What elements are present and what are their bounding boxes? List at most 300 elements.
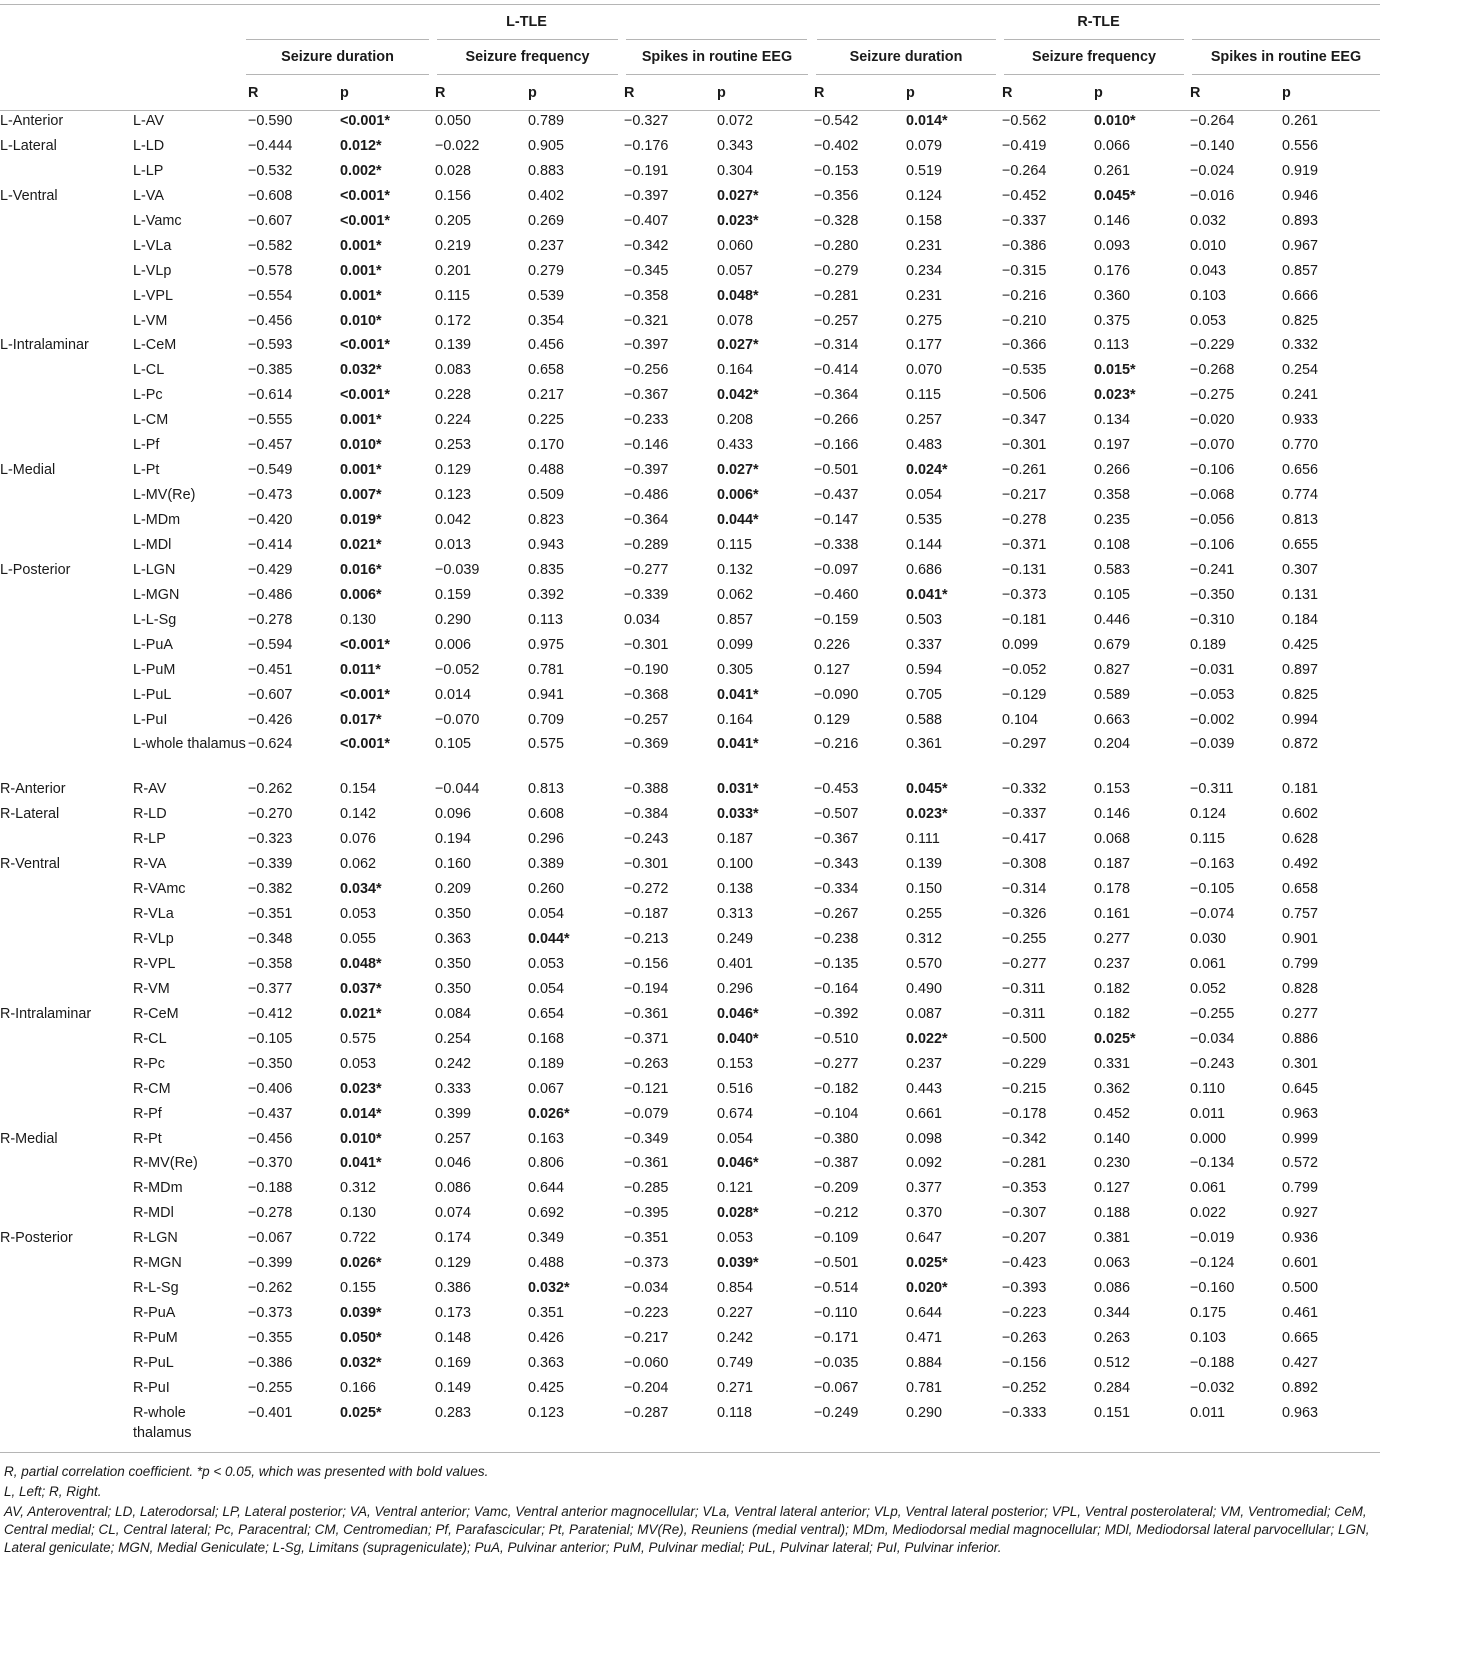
r-value-cell: 0.129 xyxy=(435,462,472,479)
r-value-cell: −0.370 xyxy=(248,1155,293,1172)
p-value-cell: 0.053 xyxy=(528,955,565,972)
region-cell xyxy=(0,535,133,560)
p-value-cell: 0.263 xyxy=(1094,1330,1131,1346)
p-value-cell: 0.261 xyxy=(1094,162,1131,179)
p-value-cell: 0.027* xyxy=(717,462,759,479)
r-value-cell: −0.031 xyxy=(1190,661,1235,678)
p-value-cell: 0.006* xyxy=(340,586,382,603)
p-value-cell: 0.044* xyxy=(717,512,759,528)
p-value-cell: 0.041* xyxy=(906,586,948,603)
r-value-cell: −0.159 xyxy=(814,611,859,628)
region-cell xyxy=(0,360,133,385)
p-value-cell: 0.164 xyxy=(717,362,754,379)
r-value-cell: 0.194 xyxy=(435,831,472,848)
p-value-cell: 0.770 xyxy=(1282,437,1319,454)
p-value-cell: 0.516 xyxy=(717,1080,754,1097)
p-value-cell: 0.010* xyxy=(340,437,382,454)
table-row xyxy=(0,286,1380,311)
nucleus-cell: R-VPL xyxy=(133,955,176,972)
r-value-cell: −0.163 xyxy=(1190,856,1235,873)
r-value-cell: −0.034 xyxy=(1190,1030,1235,1047)
p-value-cell: 0.020* xyxy=(906,1280,948,1297)
p-value-cell: 0.827 xyxy=(1094,661,1131,678)
r-value-cell: −0.385 xyxy=(248,362,293,379)
nucleus-cell: L-VLa xyxy=(133,237,172,254)
p-value-cell: 0.063 xyxy=(1094,1255,1131,1272)
r-value-cell: −0.278 xyxy=(248,1205,293,1222)
r-value-cell: −0.406 xyxy=(248,1080,293,1097)
p-value-cell: 0.512 xyxy=(1094,1354,1131,1371)
r-value-cell: −0.388 xyxy=(624,781,669,798)
p-value-cell: 0.583 xyxy=(1094,561,1131,578)
p-value-cell: 0.001* xyxy=(340,287,382,304)
r-value-cell: −0.233 xyxy=(624,412,669,429)
r-value-cell: −0.301 xyxy=(624,856,669,873)
r-value-cell: −0.348 xyxy=(248,931,293,947)
table-row xyxy=(0,804,1380,829)
region-cell: R-Intralaminar xyxy=(0,1005,92,1022)
region-cell xyxy=(0,710,133,735)
r-value-cell: 0.159 xyxy=(435,586,472,603)
region-cell xyxy=(0,286,133,311)
r-value-cell: −0.256 xyxy=(624,362,669,379)
p-value-cell: 0.825 xyxy=(1282,312,1319,329)
table-row xyxy=(0,979,1380,1004)
r-value-cell: 0.386 xyxy=(435,1280,472,1297)
r-value-cell: −0.019 xyxy=(1190,1230,1235,1247)
p-value-cell: 0.026* xyxy=(528,1105,570,1122)
r-value-cell: 0.172 xyxy=(435,312,472,329)
r-value-cell: −0.182 xyxy=(814,1080,859,1097)
table-row xyxy=(0,829,1380,854)
p-value-cell: 0.001* xyxy=(340,412,382,429)
region-cell xyxy=(0,1178,133,1203)
r-value-cell: 0.156 xyxy=(435,187,472,204)
r-value-cell: −0.153 xyxy=(814,162,859,179)
r-value-cell: 0.000 xyxy=(1190,1130,1227,1147)
r-value-cell: −0.384 xyxy=(624,806,669,823)
p-value-cell: 0.260 xyxy=(528,881,565,898)
r-value-cell: −0.311 xyxy=(1190,781,1234,798)
p-value-cell: 0.182 xyxy=(1094,1005,1131,1022)
metric-header: Seizure duration xyxy=(812,40,1000,75)
table-row xyxy=(0,1228,1380,1253)
nucleus-cell: L-LGN xyxy=(133,561,176,578)
r-value-cell: −0.507 xyxy=(814,806,859,823)
region-cell xyxy=(0,685,133,710)
p-value-cell: <0.001* xyxy=(340,636,391,653)
p-value-cell: 0.153 xyxy=(717,1055,754,1072)
r-value-cell: −0.255 xyxy=(1190,1005,1235,1022)
p-value-cell: 0.255 xyxy=(906,906,943,923)
region-cell: L-Intralaminar xyxy=(0,337,89,354)
r-value-cell: −0.307 xyxy=(1002,1205,1047,1222)
p-value-cell: 0.854 xyxy=(717,1280,754,1297)
p-value-cell: 0.131 xyxy=(1282,586,1319,603)
r-value-cell: −0.052 xyxy=(435,661,480,678)
r-value-cell: −0.160 xyxy=(1190,1280,1235,1297)
p-value-cell: 0.231 xyxy=(906,287,943,304)
p-value-cell: 0.054 xyxy=(717,1130,754,1147)
p-value-cell: 0.130 xyxy=(340,1205,377,1222)
p-value-cell: 0.575 xyxy=(340,1030,377,1047)
p-value-cell: 0.963 xyxy=(1282,1404,1319,1421)
region-cell: R-Ventral xyxy=(0,856,60,873)
r-value-cell: −0.204 xyxy=(624,1379,669,1396)
p-value-cell: 0.661 xyxy=(906,1105,943,1122)
r-value-cell: −0.347 xyxy=(1002,412,1047,429)
p-value-cell: 0.305 xyxy=(717,661,754,678)
p-value-cell: 0.015* xyxy=(1094,362,1136,379)
r-value-cell: −0.345 xyxy=(624,262,669,279)
table-row xyxy=(0,1303,1380,1328)
r-value-cell: 0.124 xyxy=(1190,806,1227,823)
r-value-cell: 0.173 xyxy=(435,1305,472,1322)
r-value-cell: −0.386 xyxy=(248,1354,293,1371)
r-value-cell: −0.209 xyxy=(814,1180,859,1197)
r-value-cell: −0.213 xyxy=(624,931,669,947)
r-value-cell: −0.382 xyxy=(248,881,293,898)
region-cell xyxy=(0,734,133,779)
table-row xyxy=(0,660,1380,685)
p-value-cell: 0.023* xyxy=(340,1080,382,1097)
p-value-cell: 0.053 xyxy=(717,1230,754,1247)
p-value-cell: 0.602 xyxy=(1282,806,1319,823)
p-value-cell: 0.025* xyxy=(906,1255,948,1272)
p-value-cell: 0.941 xyxy=(528,686,565,703)
p-value-cell: 0.375 xyxy=(1094,312,1131,329)
r-value-cell: −0.097 xyxy=(814,561,859,578)
p-value-cell: 0.033* xyxy=(717,806,759,823)
p-value-cell: 0.123 xyxy=(528,1404,565,1421)
p-value-cell: 0.108 xyxy=(1094,536,1131,553)
p-value-cell: 0.054 xyxy=(528,980,565,997)
p-value-cell: 0.519 xyxy=(906,162,943,179)
p-value-cell: 0.781 xyxy=(906,1379,943,1396)
r-value-cell: −0.134 xyxy=(1190,1155,1235,1172)
r-value-cell: −0.367 xyxy=(624,387,669,404)
r-value-cell: −0.371 xyxy=(1002,536,1047,553)
p-value-cell: 0.092 xyxy=(906,1155,943,1172)
r-value-cell: −0.275 xyxy=(1190,387,1235,404)
nucleus-cell: R-VLa xyxy=(133,906,174,923)
p-value-cell: 0.023* xyxy=(717,212,759,229)
p-value-cell: 0.053 xyxy=(340,906,377,923)
nucleus-cell: R-MV(Re) xyxy=(133,1155,198,1172)
r-value-cell: −0.217 xyxy=(1002,487,1047,504)
r-value-cell: −0.457 xyxy=(248,437,293,454)
region-cell xyxy=(0,829,133,854)
p-value-cell: 0.261 xyxy=(1282,113,1319,129)
r-value-cell: −0.278 xyxy=(248,611,293,628)
r-value-cell: −0.121 xyxy=(624,1080,669,1097)
r-value-cell: −0.437 xyxy=(814,487,859,504)
r-value-cell: 0.115 xyxy=(1190,831,1225,848)
r-value-cell: −0.308 xyxy=(1002,856,1047,873)
r-value-cell: −0.334 xyxy=(814,881,859,898)
p-value-cell: 0.161 xyxy=(1094,906,1131,923)
p-value-cell: 0.105 xyxy=(1094,586,1131,603)
nucleus-cell: L-MV(Re) xyxy=(133,487,196,504)
r-value-cell: −0.252 xyxy=(1002,1379,1047,1396)
table-row xyxy=(0,211,1380,236)
p-column-header: p xyxy=(528,84,537,101)
p-value-cell: 0.349 xyxy=(528,1230,565,1247)
p-value-cell: 0.774 xyxy=(1282,487,1319,504)
region-cell xyxy=(0,1079,133,1104)
r-value-cell: −0.343 xyxy=(814,856,859,873)
r-value-cell: −0.311 xyxy=(1002,980,1046,997)
r-value-cell: −0.614 xyxy=(248,387,293,404)
p-value-cell: 0.045* xyxy=(1094,187,1136,204)
r-value-cell: 0.174 xyxy=(435,1230,472,1247)
table-row xyxy=(0,1378,1380,1403)
r-value-cell: 0.123 xyxy=(435,487,472,504)
r-value-cell: −0.420 xyxy=(248,512,293,528)
r-value-cell: −0.578 xyxy=(248,262,293,279)
p-value-cell: 0.628 xyxy=(1282,831,1319,848)
r-value-cell: −0.135 xyxy=(814,955,859,972)
r-value-cell: −0.402 xyxy=(814,137,859,154)
table-row xyxy=(0,685,1380,710)
p-value-cell: 0.032* xyxy=(528,1280,570,1297)
table-row xyxy=(0,610,1380,635)
p-value-cell: 0.187 xyxy=(717,831,754,848)
footnote: AV, Anteroventral; LD, Laterodorsal; LP, Lateral posterior; VA, Ventral anterior; Vamc, Ventral anterior magnocellular; VLa, Ventral lateral anterior; VLp, Ventral lateral posterior; VPL, Ventral posterolateral; VM, Ventromedial; CeM, Central medial; CL, Central lateral; Pc, Paracentral; CM, Centromedian; Pf, Parafascicular; Pt, Paratenial; MV(Re), Reuniens (medial ventral); MDm, Mediodorsal medial magnocellular; MDl, Mediodorsal lateral parvocellular; LGN, Lateral geniculate; MGN, Medial Geniculate; L-Sg, Limitans (suprageniculate); PuA, Pulvinar anterior; PuM, Pulvinar medial; PuL, Pulvinar lateral; PuI, Pulvinar inferior. xyxy=(4,1503,1370,1555)
r-value-cell: −0.486 xyxy=(624,487,669,504)
p-value-cell: 0.027* xyxy=(717,337,759,354)
r-value-cell: 0.010 xyxy=(1190,237,1227,254)
r-value-cell: −0.386 xyxy=(1002,237,1047,254)
r-value-cell: 0.083 xyxy=(435,362,472,379)
r-value-cell: −0.060 xyxy=(624,1354,669,1371)
r-value-cell: −0.607 xyxy=(248,686,293,703)
r-value-cell: −0.301 xyxy=(624,636,669,653)
p-value-cell: 0.230 xyxy=(1094,1155,1131,1172)
p-value-cell: 0.686 xyxy=(906,561,943,578)
r-value-cell: −0.191 xyxy=(624,162,669,179)
p-value-cell: 0.021* xyxy=(340,1005,382,1022)
r-value-cell: −0.032 xyxy=(1190,1379,1235,1396)
r-value-cell: −0.351 xyxy=(248,906,293,923)
p-value-cell: 0.377 xyxy=(906,1180,943,1197)
r-value-cell: −0.216 xyxy=(1002,287,1047,304)
r-value-cell: −0.289 xyxy=(624,536,669,553)
table-row xyxy=(0,460,1380,485)
region-cell: L-Anterior xyxy=(0,113,64,129)
r-value-cell: −0.369 xyxy=(624,736,669,753)
p-value-cell: 0.044* xyxy=(528,931,570,947)
p-value-cell: 0.041* xyxy=(717,686,759,703)
nucleus-cell: R-AV xyxy=(133,781,167,798)
r-value-cell: −0.397 xyxy=(624,337,669,354)
p-value-cell: 0.048* xyxy=(340,955,382,972)
r-value-cell: −0.460 xyxy=(814,586,859,603)
r-value-cell: −0.501 xyxy=(814,462,859,479)
r-value-cell: −0.267 xyxy=(814,906,859,923)
r-value-cell: −0.223 xyxy=(624,1305,669,1322)
r-value-cell: −0.044 xyxy=(435,781,480,798)
nucleus-cell: L-Vamc xyxy=(133,212,182,229)
r-value-cell: −0.356 xyxy=(814,187,859,204)
p-value-cell: 0.039* xyxy=(717,1255,759,1272)
p-value-cell: 0.452 xyxy=(1094,1105,1131,1122)
r-value-cell: −0.387 xyxy=(814,1155,859,1172)
p-value-cell: 0.166 xyxy=(340,1379,377,1396)
region-cell: R-Medial xyxy=(0,1130,58,1147)
table-row xyxy=(0,136,1380,161)
r-value-cell: 0.226 xyxy=(814,636,851,653)
p-value-cell: 0.093 xyxy=(1094,237,1131,254)
p-value-cell: 0.644 xyxy=(906,1305,943,1322)
r-value-cell: −0.364 xyxy=(814,387,859,404)
r-value-cell: −0.255 xyxy=(248,1379,293,1396)
p-value-cell: 0.237 xyxy=(906,1055,943,1072)
r-value-cell: −0.090 xyxy=(814,686,859,703)
r-column-header: R xyxy=(248,84,259,101)
r-column-header: R xyxy=(1190,84,1201,101)
r-value-cell: −0.039 xyxy=(435,561,480,578)
r-value-cell: −0.105 xyxy=(248,1030,293,1047)
p-value-cell: 0.358 xyxy=(1094,487,1131,504)
p-value-cell: 0.658 xyxy=(1282,881,1319,898)
table-row xyxy=(0,1104,1380,1129)
p-value-cell: 0.389 xyxy=(528,856,565,873)
p-value-cell: 0.644 xyxy=(528,1180,565,1197)
p-value-cell: 0.012* xyxy=(340,137,382,154)
p-value-cell: 0.025* xyxy=(340,1404,382,1421)
p-value-cell: 0.307 xyxy=(1282,561,1319,578)
r-value-cell: 0.169 xyxy=(435,1354,472,1371)
nucleus-cell: L-MDl xyxy=(133,536,172,553)
table-footnotes xyxy=(0,1453,1378,1557)
table-row xyxy=(0,904,1380,929)
p-value-cell: 0.023* xyxy=(906,806,948,823)
r-value-cell: −0.593 xyxy=(248,337,293,354)
p-value-cell: 0.647 xyxy=(906,1230,943,1247)
p-value-cell: 0.072 xyxy=(717,113,754,129)
p-value-cell: 0.709 xyxy=(528,711,565,728)
p-value-cell: 0.362 xyxy=(1094,1080,1131,1097)
p-value-cell: 0.099 xyxy=(717,636,754,653)
r-value-cell: −0.314 xyxy=(1002,881,1047,898)
r-value-cell: −0.210 xyxy=(1002,312,1047,329)
r-value-cell: −0.190 xyxy=(624,661,669,678)
region-cell xyxy=(0,485,133,510)
table-row xyxy=(0,1353,1380,1378)
r-value-cell: −0.414 xyxy=(814,362,859,379)
p-value-cell: 0.010* xyxy=(340,1130,382,1147)
r-value-cell: −0.315 xyxy=(1002,262,1047,279)
r-value-cell: −0.486 xyxy=(248,586,293,603)
table-row xyxy=(0,1079,1380,1104)
p-value-cell: 0.031* xyxy=(717,781,759,798)
r-value-cell: 0.034 xyxy=(624,611,661,628)
r-value-cell: 0.209 xyxy=(435,881,472,898)
p-value-cell: 0.539 xyxy=(528,287,565,304)
p-value-cell: 0.509 xyxy=(528,487,565,504)
p-value-cell: 0.197 xyxy=(1094,437,1131,454)
p-value-cell: 0.006* xyxy=(717,487,759,504)
r-value-cell: −0.456 xyxy=(248,1130,293,1147)
r-value-cell: −0.131 xyxy=(1002,561,1047,578)
p-value-cell: 0.087 xyxy=(906,1005,943,1022)
r-value-cell: −0.337 xyxy=(1002,806,1047,823)
p-value-cell: 0.313 xyxy=(717,906,754,923)
table-row xyxy=(0,261,1380,286)
p-value-cell: 0.168 xyxy=(528,1030,565,1047)
r-value-cell: −0.140 xyxy=(1190,137,1235,154)
table-row xyxy=(0,535,1380,560)
p-value-cell: 0.799 xyxy=(1282,955,1319,972)
p-value-cell: 0.039* xyxy=(340,1305,382,1322)
table-row xyxy=(0,1029,1380,1054)
r-value-cell: −0.419 xyxy=(1002,137,1047,154)
r-value-cell: −0.156 xyxy=(624,955,669,972)
r-value-cell: 0.148 xyxy=(435,1330,472,1346)
p-value-cell: 0.132 xyxy=(717,561,754,578)
p-value-cell: 0.118 xyxy=(717,1404,752,1421)
r-value-cell: −0.608 xyxy=(248,187,293,204)
r-value-cell: −0.266 xyxy=(814,412,859,429)
r-value-cell: −0.285 xyxy=(624,1180,669,1197)
p-value-cell: 0.967 xyxy=(1282,237,1319,254)
p-value-cell: 0.217 xyxy=(528,387,565,404)
r-value-cell: −0.351 xyxy=(624,1230,669,1247)
p-value-cell: 0.034* xyxy=(340,881,382,898)
r-value-cell: −0.217 xyxy=(624,1330,669,1346)
p-value-cell: 0.163 xyxy=(528,1130,565,1147)
r-value-cell: 0.175 xyxy=(1190,1305,1227,1322)
r-value-cell: −0.624 xyxy=(248,736,293,753)
p-value-cell: 0.426 xyxy=(528,1330,565,1346)
table-row xyxy=(0,385,1380,410)
p-value-cell: 0.813 xyxy=(1282,512,1319,528)
region-cell xyxy=(0,1303,133,1328)
p-value-cell: 0.500 xyxy=(1282,1280,1319,1297)
p-value-cell: 0.594 xyxy=(906,661,943,678)
p-value-cell: 0.067 xyxy=(528,1080,565,1097)
r-value-cell: −0.437 xyxy=(248,1105,293,1122)
r-value-cell: −0.397 xyxy=(624,187,669,204)
p-value-cell: 0.589 xyxy=(1094,686,1131,703)
r-value-cell: −0.514 xyxy=(814,1280,859,1297)
p-value-cell: 0.254 xyxy=(1282,362,1319,379)
region-cell xyxy=(0,929,133,954)
r-value-cell: −0.327 xyxy=(624,113,669,129)
p-value-cell: 0.130 xyxy=(340,611,377,628)
p-value-cell: 0.290 xyxy=(906,1404,943,1421)
r-value-cell: −0.016 xyxy=(1190,187,1235,204)
p-value-cell: 0.301 xyxy=(1282,1055,1319,1072)
p-value-cell: 0.001* xyxy=(340,237,382,254)
p-value-cell: 0.002* xyxy=(340,162,382,179)
r-value-cell: −0.034 xyxy=(624,1280,669,1297)
p-value-cell: 0.927 xyxy=(1282,1205,1319,1222)
nucleus-cell: L-CeM xyxy=(133,337,177,354)
p-value-cell: 0.857 xyxy=(717,611,754,628)
nucleus-cell: R-Pf xyxy=(133,1105,162,1122)
p-value-cell: 0.242 xyxy=(717,1330,754,1346)
r-value-cell: −0.067 xyxy=(814,1379,859,1396)
p-value-cell: 0.041* xyxy=(340,1155,382,1172)
r-value-cell: −0.373 xyxy=(1002,586,1047,603)
p-value-cell: 0.503 xyxy=(906,611,943,628)
p-value-cell: 0.608 xyxy=(528,806,565,823)
correlation-table xyxy=(0,4,1380,1453)
p-value-cell: 0.076 xyxy=(340,831,377,848)
p-value-cell: 0.142 xyxy=(340,806,377,823)
